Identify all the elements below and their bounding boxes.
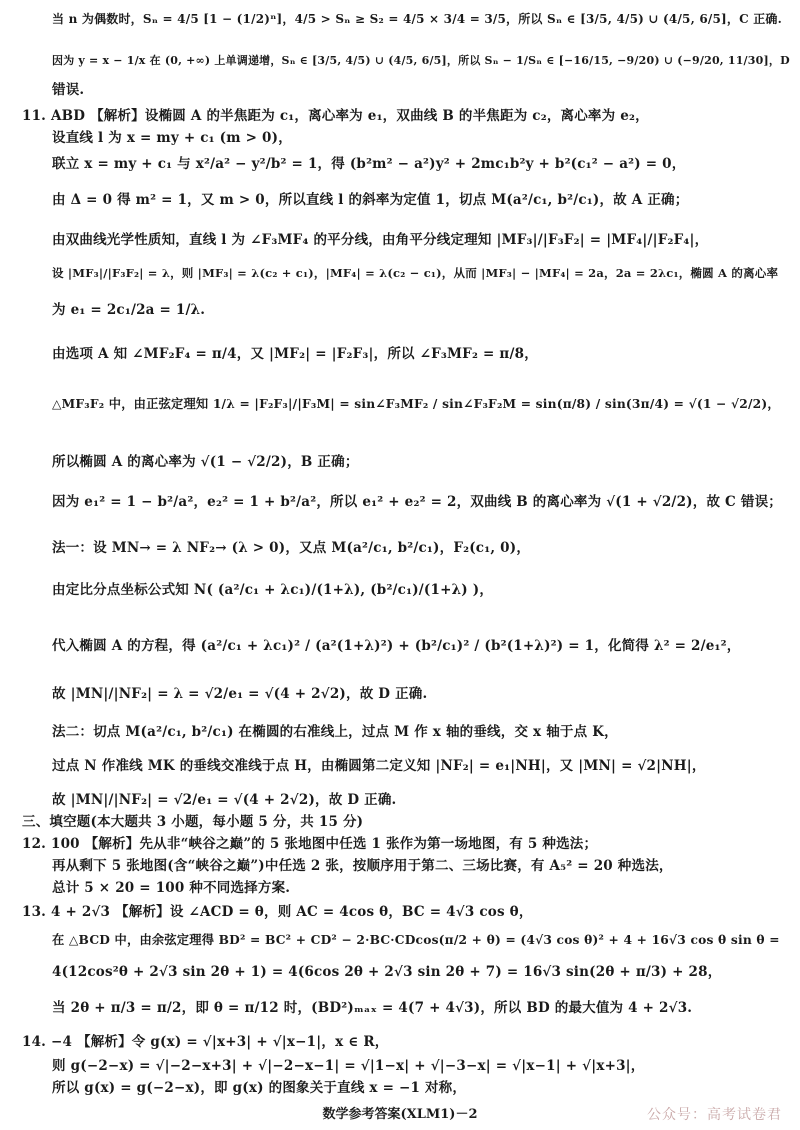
question-12-header: 12. 100 【解析】先从非“峡谷之巅”的 5 张地图中任选 1 张作为第一场地图，有 5 种选法； (22, 836, 598, 852)
text-line: 总计 5 × 20 = 100 种不同选择方案. (52, 880, 291, 896)
page-footer: 数学参考答案(XLM1)－2 (322, 1107, 478, 1122)
text-line: 法一：设 MN→ = λ NF₂→ (λ > 0)，又点 M(a²/c₁, b²/c₁)，F₂(c₁, 0)， (52, 540, 531, 556)
text-line: 在 △BCD 中，由余弦定理得 BD² = BC² + CD² − 2·BC·CDcos(π/2 + θ) = (4√3 cos θ)² + 4 + 16√3 cos θ sin θ = (52, 932, 780, 947)
text-line: 则 g(−2−x) = √|−2−x+3| + √|−2−x−1| = √|1−x| + √|−3−x| = √|x−1| + √|x+3|， (52, 1058, 645, 1074)
text-line: 故 |MN|/|NF₂| = λ = √2/e₁ = √(4 + 2√2)，故 D 正确. (52, 686, 428, 702)
text-line: 由定比分点坐标公式知 N( (a²/c₁ + λc₁)/(1+λ), (b²/c₁)/(1+λ) )， (52, 582, 494, 598)
text-line: 由 Δ = 0 得 m² = 1，又 m > 0，所以直线 l 的斜率为定值 1，切点 M(a²/c₁, b²/c₁)，故 A 正确； (52, 192, 689, 208)
text-line: 因为 e₁² = 1 − b²/a²，e₂² = 1 + b²/a²，所以 e₁² + e₂² = 2，双曲线 B 的离心率为 √(1 + √2/2)，故 C 错误； (52, 494, 782, 510)
text-line: 由双曲线光学性质知，直线 l 为 ∠F₃MF₄ 的平分线，由角平分线定理知 |MF₃|/|F₃F₂| = |MF₄|/|F₂F₄|， (52, 232, 709, 248)
question-14-header: 14. −4 【解析】令 g(x) = √|x+3| + √|x−1|，x ∈ R， (22, 1034, 389, 1050)
section-heading: 三、填空题(本大题共 3 小题，每小题 5 分，共 15 分) (22, 814, 364, 830)
text-line: 故 |MN|/|NF₂| = √2/e₁ = √(4 + 2√2)，故 D 正确. (52, 792, 397, 808)
text-line: 由选项 A 知 ∠MF₂F₄ = π/4，又 |MF₂| = |F₂F₃|，所以 ∠F₃MF₂ = π/8， (52, 346, 538, 362)
text-line: 再从剩下 5 张地图(含“峡谷之巅”)中任选 2 张，按顺序用于第二、三场比赛，有 A₅² = 20 种选法， (52, 858, 673, 874)
text-line: 当 2θ + π/3 = π/2，即 θ = π/12 时，(BD²)ₘₐₓ = 4(7 + 4√3)，所以 BD 的最大值为 4 + 2√3. (52, 1000, 693, 1016)
text-line: 联立 x = my + c₁ 与 x²/a² − y²/b² = 1，得 (b²m² − a²)y² + 2mc₁b²y + b²(c₁² − a²) = 0， (52, 156, 686, 172)
text-line: 所以椭圆 A 的离心率为 √(1 − √2/2)，B 正确； (52, 454, 359, 470)
text-line: 代入椭圆 A 的方程，得 (a²/c₁ + λc₁)² / (a²(1+λ)²) + (b²/c₁)² / (b²(1+λ)²) = 1，化简得 λ² = 2/e₁²， (52, 638, 741, 654)
question-11-header: 11. ABD 【解析】设椭圆 A 的半焦距为 c₁，离心率为 e₁，双曲线 B 的半焦距为 c₂，离心率为 e₂， (22, 108, 649, 124)
text-line: 因为 y = x − 1/x 在 (0, +∞) 上单调递增，Sₙ ∈ [3/5, 4/5) ∪ (4/5, 6/5]，所以 Sₙ − 1/Sₙ ∈ [−16/15, −9/20) ∪ (−9/20, 11/30]，D (52, 54, 790, 67)
text-line: 法二：切点 M(a²/c₁, b²/c₁) 在椭圆的右准线上，过点 M 作 x 轴的垂线，交 x 轴于点 K， (52, 724, 618, 740)
text-line: 当 n 为偶数时，Sₙ = 4/5 [1 − (1/2)ⁿ]，4/5 > Sₙ ≥ S₂ = 4/5 × 3/4 = 3/5，所以 Sₙ ∈ [3/5, 4/5) ∪ (4/5, 6/5]，C 正确. (52, 12, 782, 26)
text-line: 所以 g(x) = g(−2−x)，即 g(x) 的图象关于直线 x = −1 对称， (52, 1080, 467, 1096)
text-line: 错误. (52, 82, 85, 98)
question-13-header: 13. 4 + 2√3 【解析】设 ∠ACD = θ，则 AC = 4cos θ，BC = 4√3 cos θ， (22, 904, 533, 920)
text-line: 设 |MF₃|/|F₃F₂| = λ，则 |MF₃| = λ(c₂ + c₁)，|MF₄| = λ(c₂ − c₁)，从而 |MF₃| − |MF₄| = 2a，2a = 2λc₁，椭圆 A 的离心率 (52, 266, 779, 280)
text-line: 4(12cos²θ + 2√3 sin 2θ + 1) = 4(6cos 2θ + 2√3 sin 2θ + 7) = 16√3 sin(2θ + π/3) + 28， (52, 964, 722, 980)
text-line: 设直线 l 为 x = my + c₁ (m > 0)， (52, 130, 292, 146)
watermark: 公众号：高考试卷君 (647, 1107, 782, 1123)
text-line: △MF₃F₂ 中，由正弦定理知 1/λ = |F₂F₃|/|F₃M| = sin∠F₃MF₂ / sin∠F₃F₂M = sin(π/8) / sin(3π/4) = √(1 − √2/2)， (52, 396, 780, 411)
text-line: 为 e₁ = 2c₁/2a = 1/λ. (52, 302, 206, 318)
text-line: 过点 N 作准线 MK 的垂线交准线于点 H，由椭圆第二定义知 |NF₂| = e₁|NH|，又 |MN| = √2|NH|， (52, 758, 706, 774)
